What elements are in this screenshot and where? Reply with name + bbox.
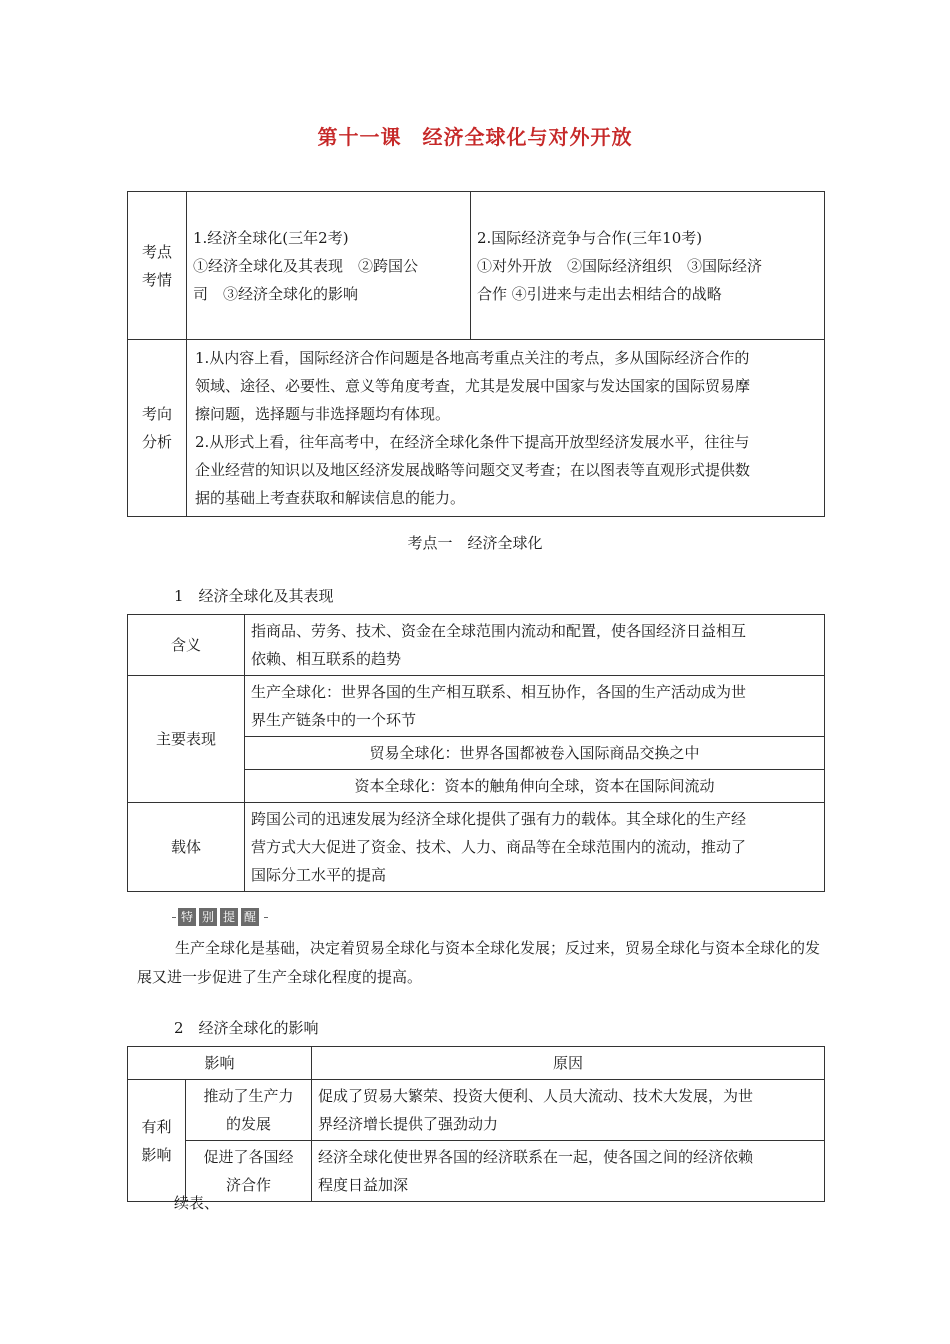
meaning-text: 指商品、劳务、技术、资金在全球范围内流动和配置，使各国经济日益相互 依赖、相互联系的趋势	[245, 615, 825, 676]
heading-impact: 2 经济全球化的影响	[174, 1019, 319, 1037]
main-forms-label: 主要表现	[128, 676, 245, 803]
special-note-badge: 特 别 提 醒	[170, 908, 270, 926]
exam-point-globalization: 1.经济全球化(三年2考) ①经济全球化及其表现 ②跨国公 司 ③经济全球化的影响	[187, 192, 471, 340]
col-header-reason: 原因	[312, 1047, 825, 1080]
capital-globalization: 资本全球化：资本的触角伸向全球，资本在国际间流动	[245, 770, 825, 803]
table-row: 促成了贸易大繁荣、投资大便利、人员大流动、技术大发展，为世 界经济增长提供了强劲动力	[312, 1080, 825, 1141]
special-note-text: 生产全球化是基础，决定着贸易全球化与资本全球化发展；反过来，贸易全球化与资本全球化的发展又进一步促进了生产全球化程度的提高。	[137, 939, 821, 986]
meaning-label: 含义	[128, 615, 245, 676]
trade-globalization: 贸易全球化：世界各国都被卷入国际商品交换之中	[245, 737, 825, 770]
exam-analysis-text: 1.从内容上看，国际经济合作问题是各地高考重点关注的考点，多从国际经济合作的 领域、途径、必要性、意义等角度考查，尤其是发展中国家与发达国家的国际贸易摩 擦问题，选择题与非选择题均有体现。 2.从形式上看，往年高考中，在经济全球化条件下提高开放型经济发展水平，往往与 企业经营的知识以及地区经济发展战略等问题交叉考查；在以图表等直观形式提供数 据的基础上考查获取和解读信息的能力。	[187, 340, 825, 517]
exam-point-competition: 2.国际经济竞争与合作(三年10考) ①对外开放 ②国际经济组织 ③国际经济 合作 ④引进来与走出去相结合的战略	[471, 192, 825, 340]
col-header-impact: 影响	[128, 1047, 312, 1080]
impact-table	[127, 1046, 825, 1202]
section-title: 考点一 经济全球化	[407, 534, 543, 552]
continued-label: 续表、	[174, 1194, 220, 1212]
page-title: 第十一课 经济全球化与对外开放	[317, 125, 633, 149]
table-row: 促进了各国经 济合作	[186, 1141, 312, 1202]
production-globalization: 生产全球化：世界各国的生产相互联系、相互协作，各国的生产活动成为世 界生产链条中的一个环节	[245, 676, 825, 737]
table-row: 推动了生产力 的发展	[186, 1080, 312, 1141]
exam-status-label: 考点 考情	[128, 192, 187, 340]
carrier-label: 载体	[128, 803, 245, 892]
favorable-impact-label: 有利 影响	[128, 1080, 186, 1202]
table-row: 经济全球化使世界各国的经济联系在一起，使各国之间的经济依赖 程度日益加深	[312, 1141, 825, 1202]
heading-globalization: 1 经济全球化及其表现	[174, 587, 334, 605]
exam-analysis-label: 考向 分析	[128, 340, 187, 517]
carrier-text: 跨国公司的迅速发展为经济全球化提供了强有力的载体。其全球化的生产经 营方式大大促进了资金、技术、人力、商品等在全球范围内的流动，推动了 国际分工水平的提高	[245, 803, 825, 892]
overview-table	[127, 191, 825, 517]
globalization-table	[127, 614, 825, 892]
